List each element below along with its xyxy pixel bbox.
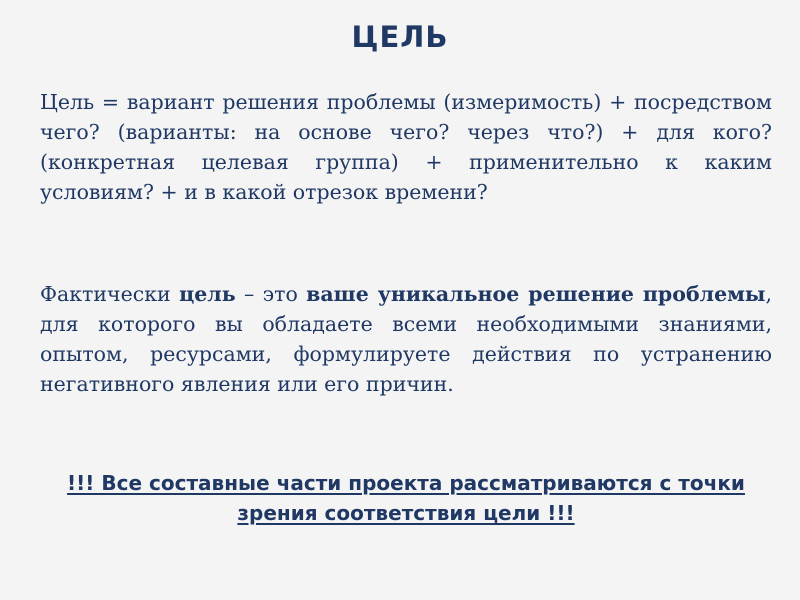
conclusion-text: !!! Все составные части проекта рассматриваются с точки зрения соответствия цели !!! — [67, 471, 745, 525]
explanation-text-2: – это — [235, 282, 307, 306]
goal-explanation-paragraph — [40, 279, 772, 399]
slide-title: ЦЕЛЬ — [351, 20, 449, 54]
explanation-text-1: Фактически — [40, 282, 180, 306]
explanation-text-3: , для которого вы обладаете всеми необходимыми знаниями, опытом, ресурсами, формулируете действия по устранению негативного явления или его причин. — [40, 282, 773, 396]
explanation-bold-solution: ваше уникальное решение проблемы — [306, 282, 766, 306]
conclusion-note — [40, 468, 772, 528]
explanation-bold-goal: цель — [179, 282, 236, 306]
goal-definition-paragraph: Цель = вариант решения проблемы (измеримость) + посредством чего? (варианты: на основе чего? через что?) + для кого? (конкретная целевая группа) + применительно к каким условиям? + и в какой отрезок времени? — [40, 90, 772, 204]
